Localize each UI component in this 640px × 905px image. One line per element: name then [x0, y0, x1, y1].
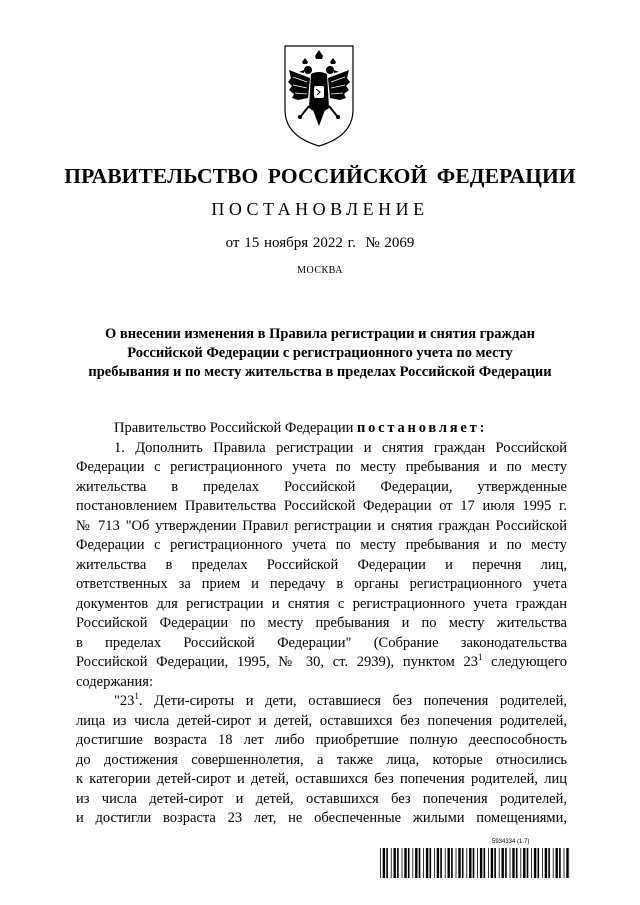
body-line: Российской Федерации по месту пребывания и по месту жительства [76, 615, 567, 631]
barcode-label: 5934334 (1.7) [492, 839, 530, 845]
body-line: к категории детей-сирот и детей, оставшихся без попечения родителей, лиц [76, 771, 567, 787]
body-line: № 713 "Об утверждении Правил регистрации и снятия граждан Российской [76, 517, 567, 534]
body-line: 1. Дополнить Правила регистрации и снятия граждан Российской [114, 439, 567, 456]
document-type: ПОСТАНОВЛЕНИЕ [211, 199, 429, 219]
body-text: следующего [482, 654, 567, 670]
document-heading [60, 325, 580, 382]
heading-line: пребывания и по месту жительства в пределах Российской Федерации [88, 364, 552, 380]
body-line: документов для регистрации и снятия с регистрационного учета граждан [76, 595, 567, 612]
body-line: ответственных за прием и передачу в органы регистрационного учета [76, 576, 567, 592]
superscript: 1 [134, 691, 139, 701]
document-body [76, 419, 567, 829]
government-title: ПРАВИТЕЛЬСТВО РОССИЙСКОЙ ФЕДЕРАЦИИ [64, 164, 576, 188]
body-line: жительства в пределах Российской Федерации, утвержденные [76, 478, 567, 495]
heading-line: О внесении изменения в Правила регистрации и снятия граждан [104, 326, 536, 342]
emphasis-text: постановляет: [356, 420, 488, 436]
body-line: Федерации с регистрационного учета по месту пребывания и по месту [76, 537, 567, 553]
body-line: содержания: [76, 673, 154, 690]
body-text: . Дети-сироты и дети, оставшиеся без попечения родителей, [138, 693, 567, 709]
body-line: Федерации с регистрационного учета по месту пребывания и по месту [76, 459, 567, 475]
superscript: 1 [477, 652, 483, 662]
body-text: Российской Федерации, 1995, № 30, ст. 2939), пунктом 23 [76, 654, 478, 670]
body-line [76, 419, 567, 439]
body-line: до достижения совершеннолетия, а также лица, которые относились [76, 751, 567, 768]
body-line [76, 692, 567, 712]
body-line: из числа детей-сирот и детей, оставшихся без попечения родителей, [76, 790, 567, 807]
body-line: постановлением Правительства Российской Федерации от 17 июля 1995 г. [76, 498, 567, 514]
document-number: № 2069 [365, 235, 415, 251]
city: МОСКВА [297, 265, 343, 276]
document-date: от 15 ноября 2022 г. [225, 235, 356, 251]
body-line: и достигли возраста 23 лет, не обеспеченные жилыми помещениями, [76, 810, 567, 826]
barcode-icon [380, 848, 570, 878]
body-line: достигшие возраста 18 лет либо приобретшие полную дееспособность [76, 732, 567, 748]
body-line: лица из числа детей-сирот и детей, оставшихся без попечения родителей, [76, 712, 567, 729]
heading-line: Российской Федерации с регистрационного учета по месту [127, 345, 513, 361]
body-line: в пределах Российской Федерации" (Собрание законодательства [76, 634, 567, 651]
state-emblem-icon [283, 44, 355, 148]
body-text: "23 [114, 693, 135, 709]
body-text: Правительство Российской Федерации [114, 420, 357, 436]
body-line [76, 653, 567, 673]
date-number-line [0, 235, 640, 252]
body-line: жительства в пределах Российской Федерации и перечня лиц, [76, 556, 567, 573]
